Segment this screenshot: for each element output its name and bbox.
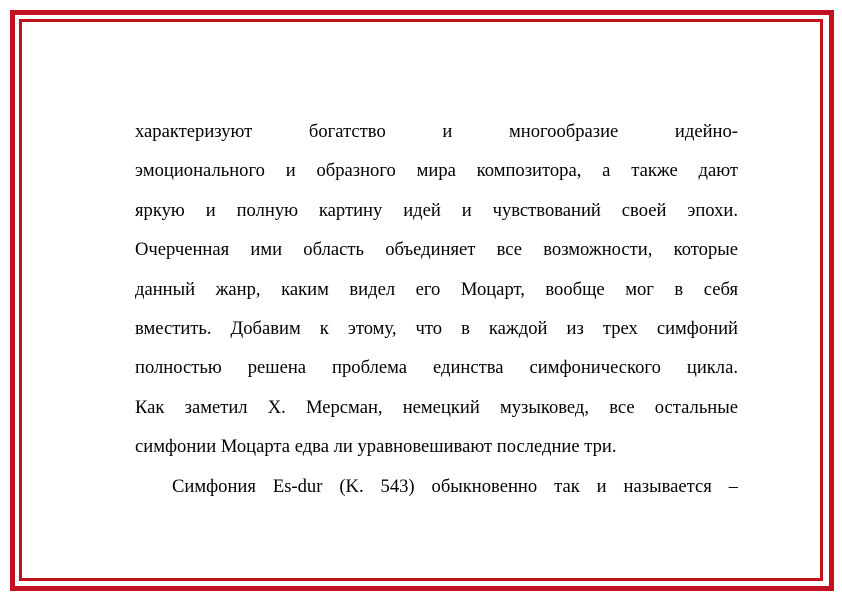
text-line-paragraph-start: Симфония Es-dur (K. 543) обыкновенно так и называется – xyxy=(172,475,738,497)
text-line: данный жанр, каким видел его Моцарт, вообще мог в себя xyxy=(135,278,738,300)
text-line-paragraph-end: симфонии Моцарта едва ли уравновешивают последние три. xyxy=(135,436,617,458)
text-line: эмоционального и образного мира композитора, а также дают xyxy=(135,160,738,182)
text-line: Очерченная ими область объединяет все возможности, которые xyxy=(135,239,738,261)
text-line: характеризуют богатство и многообразие идейно- xyxy=(135,121,738,142)
text-line: полностью решена проблема единства симфонического цикла. xyxy=(135,357,738,379)
text-line: Как заметил Х. Мерсман, немецкий музыковед, все остальные xyxy=(135,396,738,418)
document-body xyxy=(135,112,738,506)
text-line: вместить. Добавим к этому, что в каждой из трех симфоний xyxy=(135,317,738,339)
text-line: яркую и полную картину идей и чувствований своей эпохи. xyxy=(135,199,738,221)
